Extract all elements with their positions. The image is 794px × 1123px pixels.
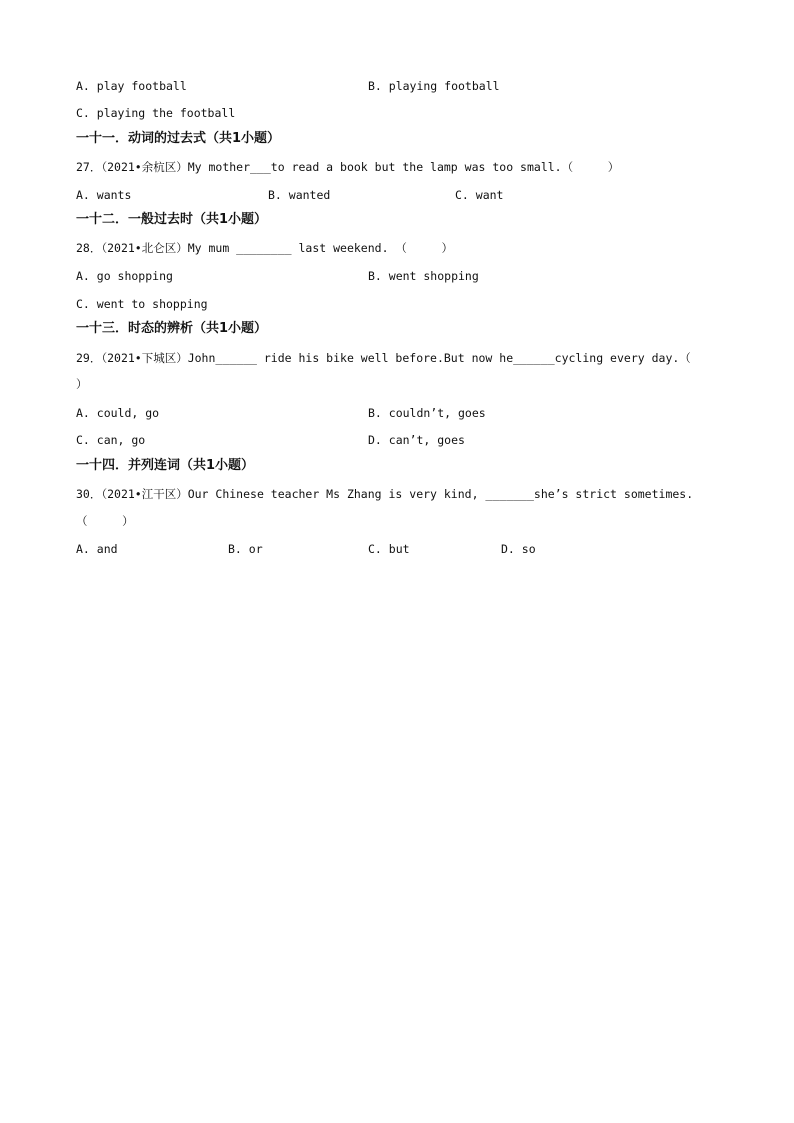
q30-option-c: C. but [368,542,410,556]
q29-stem-line2: ） [76,377,88,391]
q26-option-a: A. play football [76,79,187,93]
q29-option-c: C. can, go [76,433,146,447]
q29-option-d: D. can’t, goes [368,433,465,447]
q30-stem-line1: 30．（2021•江干区）Our Chinese teacher Ms Zhang is very kind, _______she’s strict sometimes. [76,487,694,501]
q27-option-a: A. wants [76,188,132,202]
q29-stem-line1: 29．（2021•下城区）John______ ride his bike well before.But now he______cycling every day.（ [76,351,691,365]
q27-option-c: C. want [455,188,504,202]
q26-option-b: B. playing football [368,79,500,93]
q30-option-d: D. so [501,542,536,556]
q29-option-b: B. couldn’t, goes [368,406,486,420]
q28-option-c: C. went to shopping [76,297,208,311]
section-13-heading: 一十三．时态的辨析（共1小题） [76,321,268,336]
section-11-heading: 一十一．动词的过去式（共1小题） [76,131,281,146]
q27-option-b: B. wanted [268,188,331,202]
section-12-heading: 一十二．一般过去时（共1小题） [76,212,268,227]
q28-option-a: A. go shopping [76,269,173,283]
q27-stem: 27．（2021•余杭区）My mother___to read a book but the lamp was too small.（ ） [76,160,620,174]
q26-option-c: C. playing the football [76,106,236,120]
q28-stem: 28．（2021•北仑区）My mum ________ last weekend. （ ） [76,241,454,255]
q30-option-a: A. and [76,542,118,556]
q30-stem-line2: （ ） [76,514,134,528]
q28-option-b: B. went shopping [368,269,479,283]
q30-option-b: B. or [228,542,263,556]
section-14-heading: 一十四．并列连词（共1小题） [76,458,255,473]
q29-option-a: A. could, go [76,406,160,420]
